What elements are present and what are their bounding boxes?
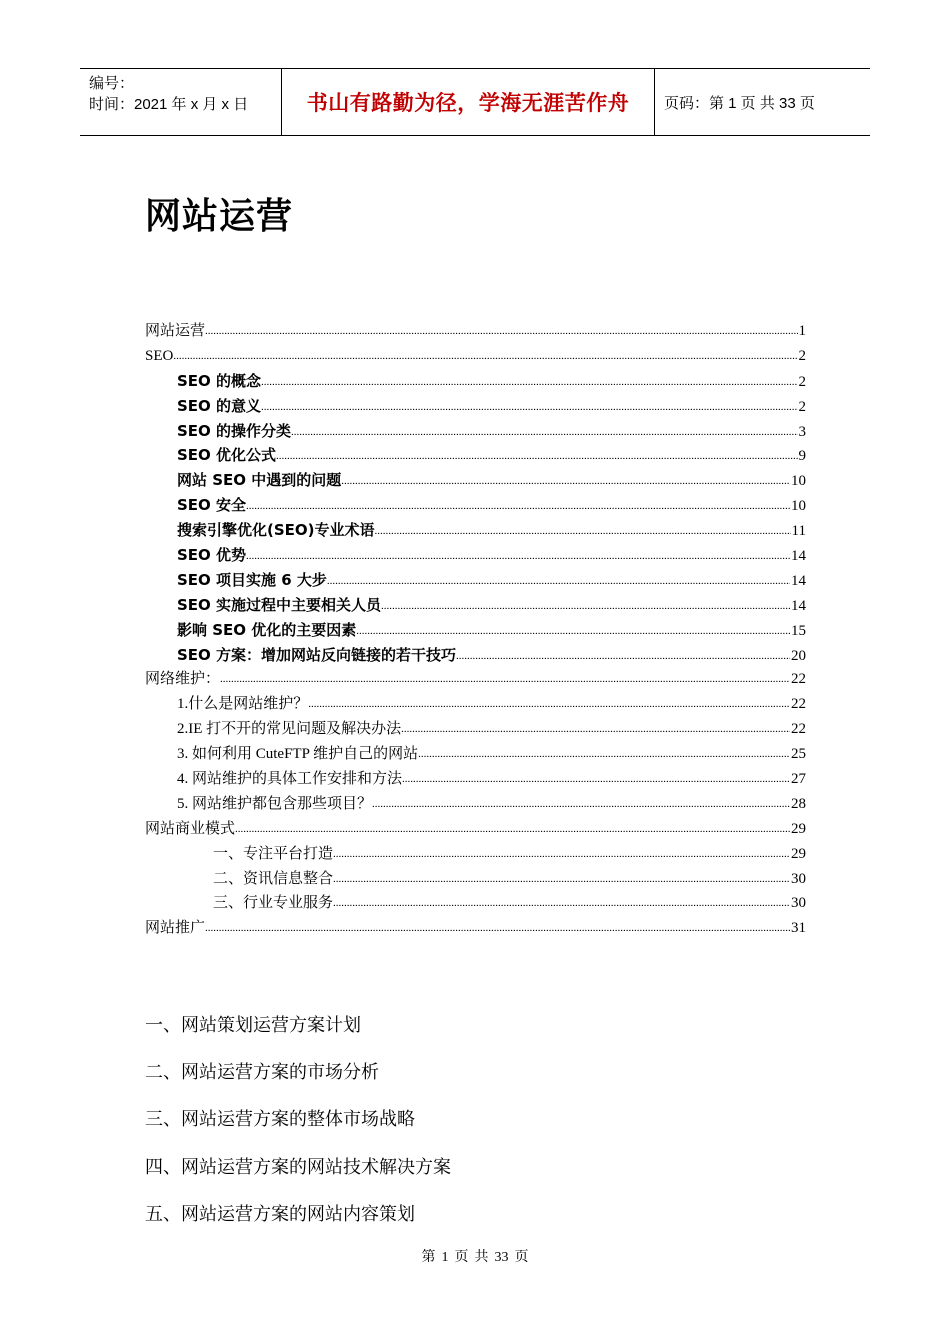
toc-entry-page: 31	[791, 920, 806, 937]
toc-entry[interactable]	[145, 443, 806, 468]
footer-page-number: 1	[441, 1250, 449, 1265]
toc-entry-label: 5. 网站维护都包含那些项目？	[177, 795, 373, 812]
document-number-label: 编号：	[89, 75, 135, 92]
toc-entry-page: 14	[791, 572, 806, 589]
toc-leader-dots	[341, 468, 790, 494]
toc-entry-label: 搜索引擎优化(SEO)专业术语	[177, 521, 375, 540]
footer-gong: 共	[474, 1250, 489, 1265]
toc-entry-label: 三、行业专业服务	[213, 895, 334, 912]
toc-entry-page: 22	[791, 721, 806, 738]
toc-entry-label: SEO 安全	[177, 496, 247, 515]
toc-entry-page: 29	[791, 845, 806, 862]
toc-entry[interactable]	[145, 543, 806, 568]
toc-entry-label: SEO 项目实施 6 大步	[177, 570, 327, 589]
toc-entry-page: 10	[791, 498, 806, 515]
toc-entry[interactable]	[145, 344, 806, 369]
header-page-info: 页码：第 1 页 共 33 页	[664, 94, 815, 112]
footer-di: 第	[421, 1250, 436, 1265]
toc-entry-label: SEO 方案：增加网站反向链接的若干技巧	[177, 645, 457, 664]
toc-entry[interactable]	[145, 792, 806, 817]
toc-entry-label: 2.IE 打不开的常见问题及解决办法	[177, 721, 402, 738]
toc-leader-dots	[333, 841, 790, 867]
toc-leader-dots	[205, 318, 797, 344]
toc-entry-label: 网站推广	[145, 920, 206, 937]
toc-entry[interactable]	[145, 643, 806, 668]
toc-leader-dots	[261, 394, 797, 420]
toc-entry-page: 14	[791, 597, 806, 614]
document-time-label: 时间：2021 年 x 月 x 日	[89, 96, 249, 113]
toc-entry-label: SEO 的意义	[177, 396, 262, 415]
toc-entry-label: SEO 实施过程中主要相关人员	[177, 595, 382, 614]
toc-leader-dots	[246, 493, 790, 519]
toc-entry-label: SEO 优势	[177, 546, 247, 565]
toc-entry-label: 影响 SEO 优化的主要因素	[177, 620, 357, 639]
toc-entry-page: 14	[791, 548, 806, 565]
toc-entry-page: 28	[791, 795, 806, 812]
toc-entry-label: SEO 优化公式	[177, 446, 277, 465]
toc-entry-label: SEO 的概念	[177, 371, 262, 390]
toc-entry[interactable]	[145, 767, 806, 792]
footer-ye: 页	[454, 1250, 469, 1265]
section-heading: 一、网站策划运营方案计划	[145, 1015, 361, 1036]
document-header	[80, 68, 870, 136]
toc-entry-page: 29	[791, 820, 806, 837]
toc-entry[interactable]	[145, 867, 806, 892]
toc-entry-page: 3	[798, 423, 806, 440]
toc-entry[interactable]	[145, 618, 806, 643]
section-heading: 四、网站运营方案的网站技术解决方案	[145, 1156, 451, 1178]
toc-leader-dots	[356, 618, 790, 644]
toc-leader-dots	[401, 716, 790, 742]
toc-leader-dots	[381, 593, 790, 619]
toc-entry-label: 网络维护：	[145, 671, 221, 688]
toc-entry-label: 1.什么是网站维护？	[177, 696, 309, 713]
toc-entry-page: 11	[791, 523, 806, 540]
toc-entry[interactable]	[145, 518, 806, 543]
toc-leader-dots	[261, 369, 797, 395]
page-title: 网站运营	[145, 196, 294, 237]
toc-entry-label: 4. 网站维护的具体工作安排和方法	[177, 771, 403, 788]
toc-entry[interactable]	[145, 493, 806, 518]
section-heading: 五、网站运营方案的网站内容策划	[145, 1203, 415, 1225]
toc-entry-page: 2	[798, 347, 806, 364]
toc-entry-page: 22	[791, 671, 806, 688]
toc-entry-page: 9	[798, 448, 806, 465]
header-meta	[80, 69, 282, 135]
toc-leader-dots	[333, 890, 790, 916]
toc-leader-dots	[418, 741, 790, 767]
toc-entry-label: SEO 的操作分类	[177, 421, 292, 440]
toc-entry[interactable]	[145, 319, 806, 344]
toc-entry-page: 27	[791, 771, 806, 788]
toc-entry[interactable]	[145, 468, 806, 493]
toc-entry-page: 15	[791, 622, 806, 639]
toc-entry[interactable]	[145, 568, 806, 593]
toc-leader-dots	[402, 766, 790, 792]
section-heading: 三、网站运营方案的整体市场战略	[145, 1109, 415, 1131]
page-footer	[0, 1246, 950, 1266]
toc-entry[interactable]	[145, 842, 806, 867]
toc-entry-label: 网站 SEO 中遇到的问题	[177, 471, 342, 490]
toc-entry[interactable]	[145, 667, 806, 692]
toc-leader-dots	[308, 691, 790, 717]
toc-leader-dots	[375, 518, 791, 544]
toc-entry-page: 25	[791, 746, 806, 763]
toc-leader-dots	[456, 643, 790, 669]
toc-entry-page: 10	[791, 473, 806, 490]
table-of-contents	[145, 319, 806, 941]
toc-entry-page: 30	[791, 895, 806, 912]
toc-leader-dots	[205, 915, 790, 941]
section-list	[145, 1013, 451, 1249]
toc-entry-label: 网站商业模式	[145, 820, 236, 837]
toc-entry[interactable]	[145, 369, 806, 394]
toc-entry[interactable]	[145, 419, 806, 444]
toc-entry-label: 网站运营	[145, 323, 206, 339]
toc-entry[interactable]	[145, 394, 806, 419]
footer-total-pages: 33	[494, 1250, 509, 1265]
toc-entry-page: 22	[791, 696, 806, 713]
toc-entry-page: 20	[791, 647, 806, 664]
toc-entry-label: 二、资讯信息整合	[213, 870, 334, 887]
toc-leader-dots	[173, 343, 797, 369]
section-heading: 二、网站运营方案的市场分析	[145, 1062, 379, 1084]
toc-leader-dots	[276, 443, 797, 469]
toc-leader-dots	[327, 568, 790, 594]
toc-entry[interactable]	[145, 717, 806, 742]
toc-leader-dots	[235, 816, 790, 842]
toc-entry-page: 2	[798, 398, 806, 415]
toc-entry-label: SEO	[145, 347, 174, 364]
toc-entry[interactable]	[145, 817, 806, 842]
toc-entry-page: 1	[798, 323, 806, 339]
header-motto: 书山有路勤为径，学海无涯苦作舟	[282, 69, 655, 135]
footer-ye-2: 页	[514, 1250, 529, 1265]
toc-entry-page: 2	[798, 373, 806, 390]
toc-entry[interactable]	[145, 891, 806, 916]
toc-entry-label: 3. 如何利用 CuteFTP 维护自己的网站	[177, 746, 419, 763]
toc-entry-page: 30	[791, 870, 806, 887]
toc-entry[interactable]	[145, 742, 806, 767]
toc-entry[interactable]	[145, 593, 806, 618]
toc-leader-dots	[333, 866, 790, 892]
toc-leader-dots	[220, 666, 790, 692]
toc-entry[interactable]	[145, 692, 806, 717]
toc-leader-dots	[246, 543, 790, 569]
toc-leader-dots	[291, 419, 797, 445]
toc-entry-label: 一、专注平台打造	[213, 845, 334, 862]
toc-leader-dots	[372, 791, 790, 817]
toc-entry[interactable]	[145, 916, 806, 941]
